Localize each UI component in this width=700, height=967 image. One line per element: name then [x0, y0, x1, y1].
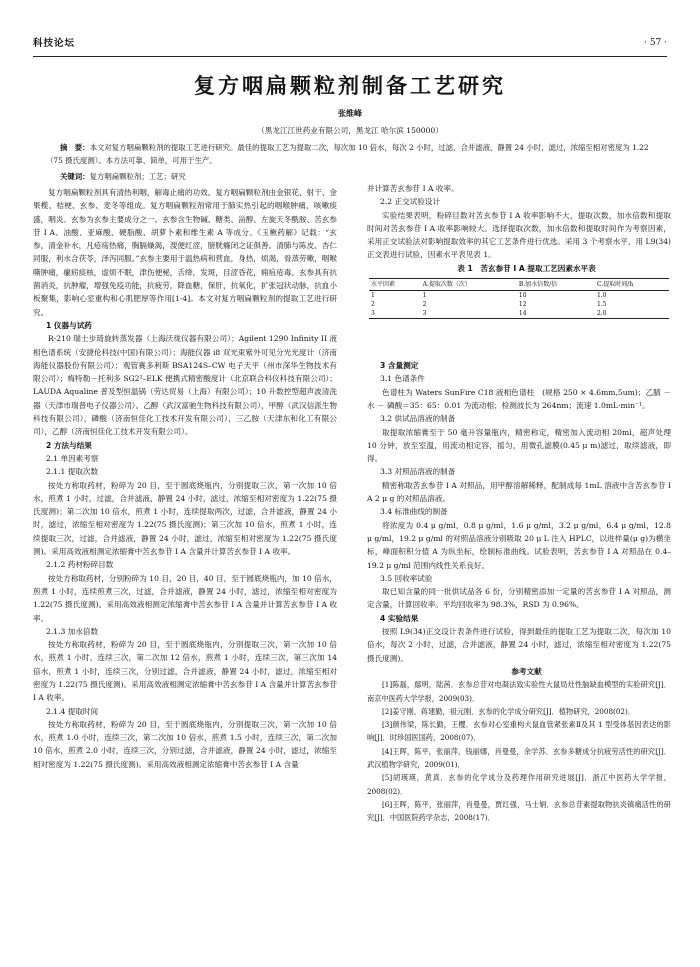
paragraph: 按照 L9(34)正交设计表条件进行试验，得到最佳的提取工艺为提取二次，每次加 10 倍水，每次 2 小时，过滤，合并滤液，静置 24 小时，滤过，浓缩至相对密度为 1.22(75 摄氏度测)。 [367, 627, 671, 663]
table-cell: 3 [422, 310, 427, 318]
subsection-heading: 2.1.1 提取次数 [46, 467, 99, 477]
table-header-cell: C.提取时间/h [596, 281, 634, 289]
subsection-heading: 3.4 标准曲线的制备 [380, 507, 448, 517]
paragraph: 色谱柱为 Waters SunFire C18 液相色谱柱 (规格 250 × 4.6mm,5um)；乙腈 － 水 － 磷酸＝35：65：0.01 为流动相；检测波长为 264nm；流速 1.0mL·min⁻¹。 [367, 387, 671, 410]
affiliation: （黑龙江江世药业有限公司，黑龙江 哈尔滨 150000） [257, 126, 443, 135]
reference-item: [2]姜守刚，蒋建勤，祖元刚．玄参的化学成分研究[J]．植物研究，2008(02)． [382, 706, 635, 716]
reference-item: [5]胡瑛瑛，黄真．玄参的化学成分及药理作用研究进展[J]．浙江中医药大学学报，2008(02)． [367, 773, 671, 796]
table-cell: 1.0 [596, 292, 607, 300]
author: 张维峰 [338, 109, 362, 118]
subsection-heading: 2.2 正交试验设计 [380, 197, 441, 207]
table-row [369, 309, 669, 319]
factor-level-table [369, 278, 669, 319]
page-number: · 57 · [644, 38, 667, 48]
table-cell: 1 [371, 292, 375, 300]
left-column [33, 186, 337, 771]
paragraph: 将浓度为 0.4 μ g/ml，0.8 μ g/ml，1.6 μ g/ml，3.2 μ g/ml，6.4 μ g/ml，12.8 μ g/ml，19.2 μ g/ml 的对照品溶液分别吸取 20 μ L 注入 HPLC，以进样量(μ g)为横坐标，峰面积积分值 A 为纵坐标，绘制标准曲线。试验表明，苦玄参苷 I A 对照品在 0.4–19.2 μ g/ml 范围内线性关系良好。 [367, 520, 671, 570]
table-row [369, 291, 669, 301]
intro-paragraph: 复方咽扁颗粒剂具有清热利咽，解毒止痛的功效。复方咽扁颗粒剂由金银花、射干、金果榄、桔梗、玄参、麦冬等组成。复方咽扁颗粒剂常用于肺实热引起的咽喉肿痛，咳嗽痰盛，咽炎。玄参为玄参主要成分之一。玄参含生物碱、糖类、甾醇、左旋天冬酰胺、苦玄参苷 I A、油酸、亚麻酸、硬脂酸、胡萝卜素和维生素 A 等成分。《玉楸药解》记载：“玄参，清金补水，凡疮疡热痛，胸膈燥渴，溲便红涩，膀胱癃闭之证俱善。清肺与陈皮、杏仁同服，利水合茯苓，泽泻同服。”玄参主要用于温热病和营血，身热，烦渴，骨蒸劳嗽，咽喉嘶肿痛，瘰疬痰核，虚烦不眠，津伤便秘，舌绛，发斑，目涩昏花，痈疽疮毒。玄参具有抗菌消炎，抗肿瘤，增强免疫功能，抗疲劳，降血糖，保肝，抗氧化，扩张冠状动脉，抗血小板聚集，影响心室重构和心肌肥厚等作用[1-4]。本文对复方咽扁颗粒剂的提取工艺进行研究。 [33, 188, 337, 317]
paragraph: 按处方称取药材，粉碎为 20 目，至于圆底烧瓶内，分别提取三次，第一次加 10 倍水，煎煮 1.0 小时，连续三次，第二次加 10 倍水，煎煮 1.5 小时，连续三次，第二次加 10 倍水，煎煮 2.0 小时，连续三次，分别过滤，合并滤液，静置 24 小时，滤过，浓缩至相对密度为 1.22(75 摄氏度测)。采用高效液相测定浓缩膏中苦玄参苷 I A 含量 [33, 719, 337, 769]
reference-item: [1]陈磊，鄢明，陆茜．玄参总苷对电凝法致实验性大鼠局灶性脑缺血模型的实验研究[J]．南京中医药大学学报，2009(03)． [367, 680, 671, 703]
table-header-cell: 水平因素 [371, 281, 396, 289]
table-cell: 2 [422, 301, 427, 309]
paragraph: 实验结果表明，粉碎目数对苦玄参苷 I A 收率影响不大，提取次数，加水倍数和提取时间对苦玄参苷 I A 收率影响较大。选择提取次数，加水倍数和提取时间作为考察因素，采用正交试验法对影响提取效率的其它工艺条件进行优选。采用 3 个考察水平，用 L9(34)正交表进行试验，因素水平表见表 1。 [367, 210, 671, 260]
subsection-heading: 3.3 对照品溶液的制备 [380, 467, 456, 477]
spacer [367, 319, 671, 359]
article-title: 复方咽扁颗粒剂制备工艺研究 [194, 73, 506, 98]
table-header-cell: B.加水倍数/倍 [518, 281, 558, 289]
section-heading: 4 实验结果 [380, 613, 419, 623]
table-caption: 表 1 苦玄参苷 I A 提取工艺因素水平表 [457, 263, 596, 273]
table-cell: 2 [371, 301, 375, 309]
subsection-heading: 2.1 单因素考察 [46, 453, 99, 463]
keywords-text: 复方咽扁颗粒剂；工艺；研究 [89, 172, 186, 181]
table-row [369, 300, 669, 309]
table-cell: 2.0 [596, 310, 607, 318]
reference-item: [6]王晖，陈平，张丽萍，肖曼曼，贾红强，马士娟．玄参总苷素提取物抗炎镇痛活性的研究[J]．中国医院药学杂志，2008(17)． [367, 799, 671, 823]
table-cell: 10 [518, 292, 527, 300]
subsection-heading: 2.1.2 药材粉碎目数 [46, 560, 114, 570]
running-header [33, 34, 667, 57]
subsection-heading: 3.1 色谱条件 [380, 374, 425, 384]
subsection-heading: 3.5 回收率试验 [380, 573, 433, 583]
table-cell: 12 [518, 301, 527, 309]
abstract-label: 摘 要： [60, 143, 90, 152]
abstract-text: 本文对复方咽扁颗粒剂的提取工艺进行研究。最佳的提取工艺为提取二次，每次加 10 倍水，每次 2 小时，过滤，合并滤液，静置 24 小时，滤过，浓缩至相对密度为 1.22（75 摄氏度测）。本方法可靠、简单，可用于生产。 [46, 143, 649, 165]
paragraph: 取已知含量的同一批供试品各 6 份，分别精密添加一定量的苦玄参苷 I A 对照品，测定含量，计算回收率。平均回收率为 98.3%，RSD 为 0.96%。 [367, 587, 671, 610]
paragraph: 精密称取苦玄参苷 I A 对照品，用甲醇溶解稀释，配制成每 1mL 溶液中含苦玄参苷 I A 2 μ g 的对照品溶液。 [367, 480, 671, 504]
reference-item: [3]颜伟梁，陈长勤，王樱．玄参对心室重构大鼠血管紧张素Ⅱ及其 1 型受体基因表达的影响[J]．时珍国医国药，2008(07)． [367, 720, 671, 743]
paragraph: 取提取浓缩膏至于 50 毫升容量瓶内，精密称定，精密加入流动相 20ml，超声处理 10 分钟，放至室温，用流动相定容，摇匀，用微孔滤膜(0.45 μ m)滤过，取续滤液，即得。 [367, 427, 671, 464]
paragraph: 按处方称取药材，分别粉碎为 10 目，20 目，40 目，至于圆底烧瓶内，加 10 倍水，煎煮 1 小时，连续煎煮三次，过滤，合并滤液，静置 24 小时，滤过，浓缩至相对密度为 1.22(75 摄氏度测)。采用高效液相测定浓缩膏中苦玄参苷 I A 含量并计算苦玄参苷 I A 收率。 [33, 573, 337, 623]
paragraph: 按处方称取药材，粉碎为 20 目，至于圆底烧瓶内，分别提取三次，第一次加 10 倍水，煎煮 1 小时，过滤，合并滤液，静置 24 小时，滤过，浓缩至相对密度为 1.22(75 摄氏度测)；第二次加 10 倍水，煎煮 1 小时，连续提取两次，过滤，合并滤液，静置 24 小时，滤过，浓缩至相对密度为 1.22(75 摄氏度测)；第三次加 10 倍水，煎煮 1 小时，连续提取三次，过滤，合并滤液，静置 24 小时，滤过，浓缩至相对密度为 1.22(75 摄氏度测)。采用高效液相测定浓缩膏中苦玄参苷 I A 含量并计算苦玄参苷 I A 收率。 [33, 480, 337, 557]
keywords-label: 关键词： [60, 172, 90, 181]
section-heading: 1 仪器与试药 [46, 320, 92, 330]
subsection-heading: 2.1.3 加水倍数 [46, 626, 99, 636]
table-cell: 1.5 [596, 301, 607, 309]
references-title: 参考文献 [511, 666, 542, 676]
table-cell: 3 [371, 310, 375, 318]
subsection-heading: 2.1.4 提取时间 [46, 706, 99, 716]
table-cell: 14 [518, 310, 527, 318]
paragraph: 按处方称取药材，粉碎为 20 目，至于圆底烧瓶内，分别提取三次，第一次加 10 倍水，煎煮 1 小时，连续三次，第二次加 12 倍水，煎煮 1 小时，连续三次，第三次加 14 倍水，煎煮 1 小时，连续三次，分别过滤，合并滤液，静置 24 小时，滤过，浓缩至相对密度为 1.22(75 摄氏度测)。采用高效液相测定浓缩膏中苦玄参苷 I A 含量并计算苦玄参苷 I A 收率。 [33, 640, 337, 703]
abstract [46, 141, 660, 167]
table-cell: 1 [422, 292, 427, 300]
subsection-heading: 3.2 供试品溶液的制备 [380, 414, 456, 424]
section-heading: 3 含量测定 [380, 361, 419, 371]
table-header-cell: A.提取次数（次） [422, 281, 471, 289]
table-header-row [369, 279, 669, 291]
paragraph: 并计算苦玄参苷 I A 收率。 [367, 184, 459, 193]
journal-name: 科技论坛 [33, 38, 76, 49]
paragraph: R-210 瑞士步琦旋转蒸发器（上海沃珑仪器有限公司）；Agilent 1290 Infinity II 液相色谱系统（安捷伦科技(中国)有限公司）；海能仪器 i8 双光束紫外可见分光光度计（济南海能仪器股份有限公司）；观管赛多利斯 BSA124S–CW 电子天平（州市深华生物技术有限公司）；梅特勒－托利多 SG2²–ELK 便携式精密酸度计（北京联合科仪科技有限公司）；LAUDA Aqualine 普及型恒温锅（劳达贸易（上海）有限公司）；10 升数控型超声波清洗器（天津市瑞普电子仪器公司）。乙醇（武汉富驰生物科技有限公司），甲醇（武汉信派生物科技有限公司），磷酸（济南恒佳化工技术开发有限公司），三乙胺（天津东和化工有限公司），乙醇（济南恒佳化工技术开发有限公司）。 [33, 334, 337, 437]
right-column [367, 182, 671, 824]
reference-item: [4]王晖，陈平，张丽萍，钱丽娜，肖曼曼，余学苏．玄参多糖成分抗疲劳活性的研究[J]．武汉植物学研究，2009(01)． [367, 746, 671, 769]
section-heading: 2 方法与结果 [46, 440, 92, 450]
